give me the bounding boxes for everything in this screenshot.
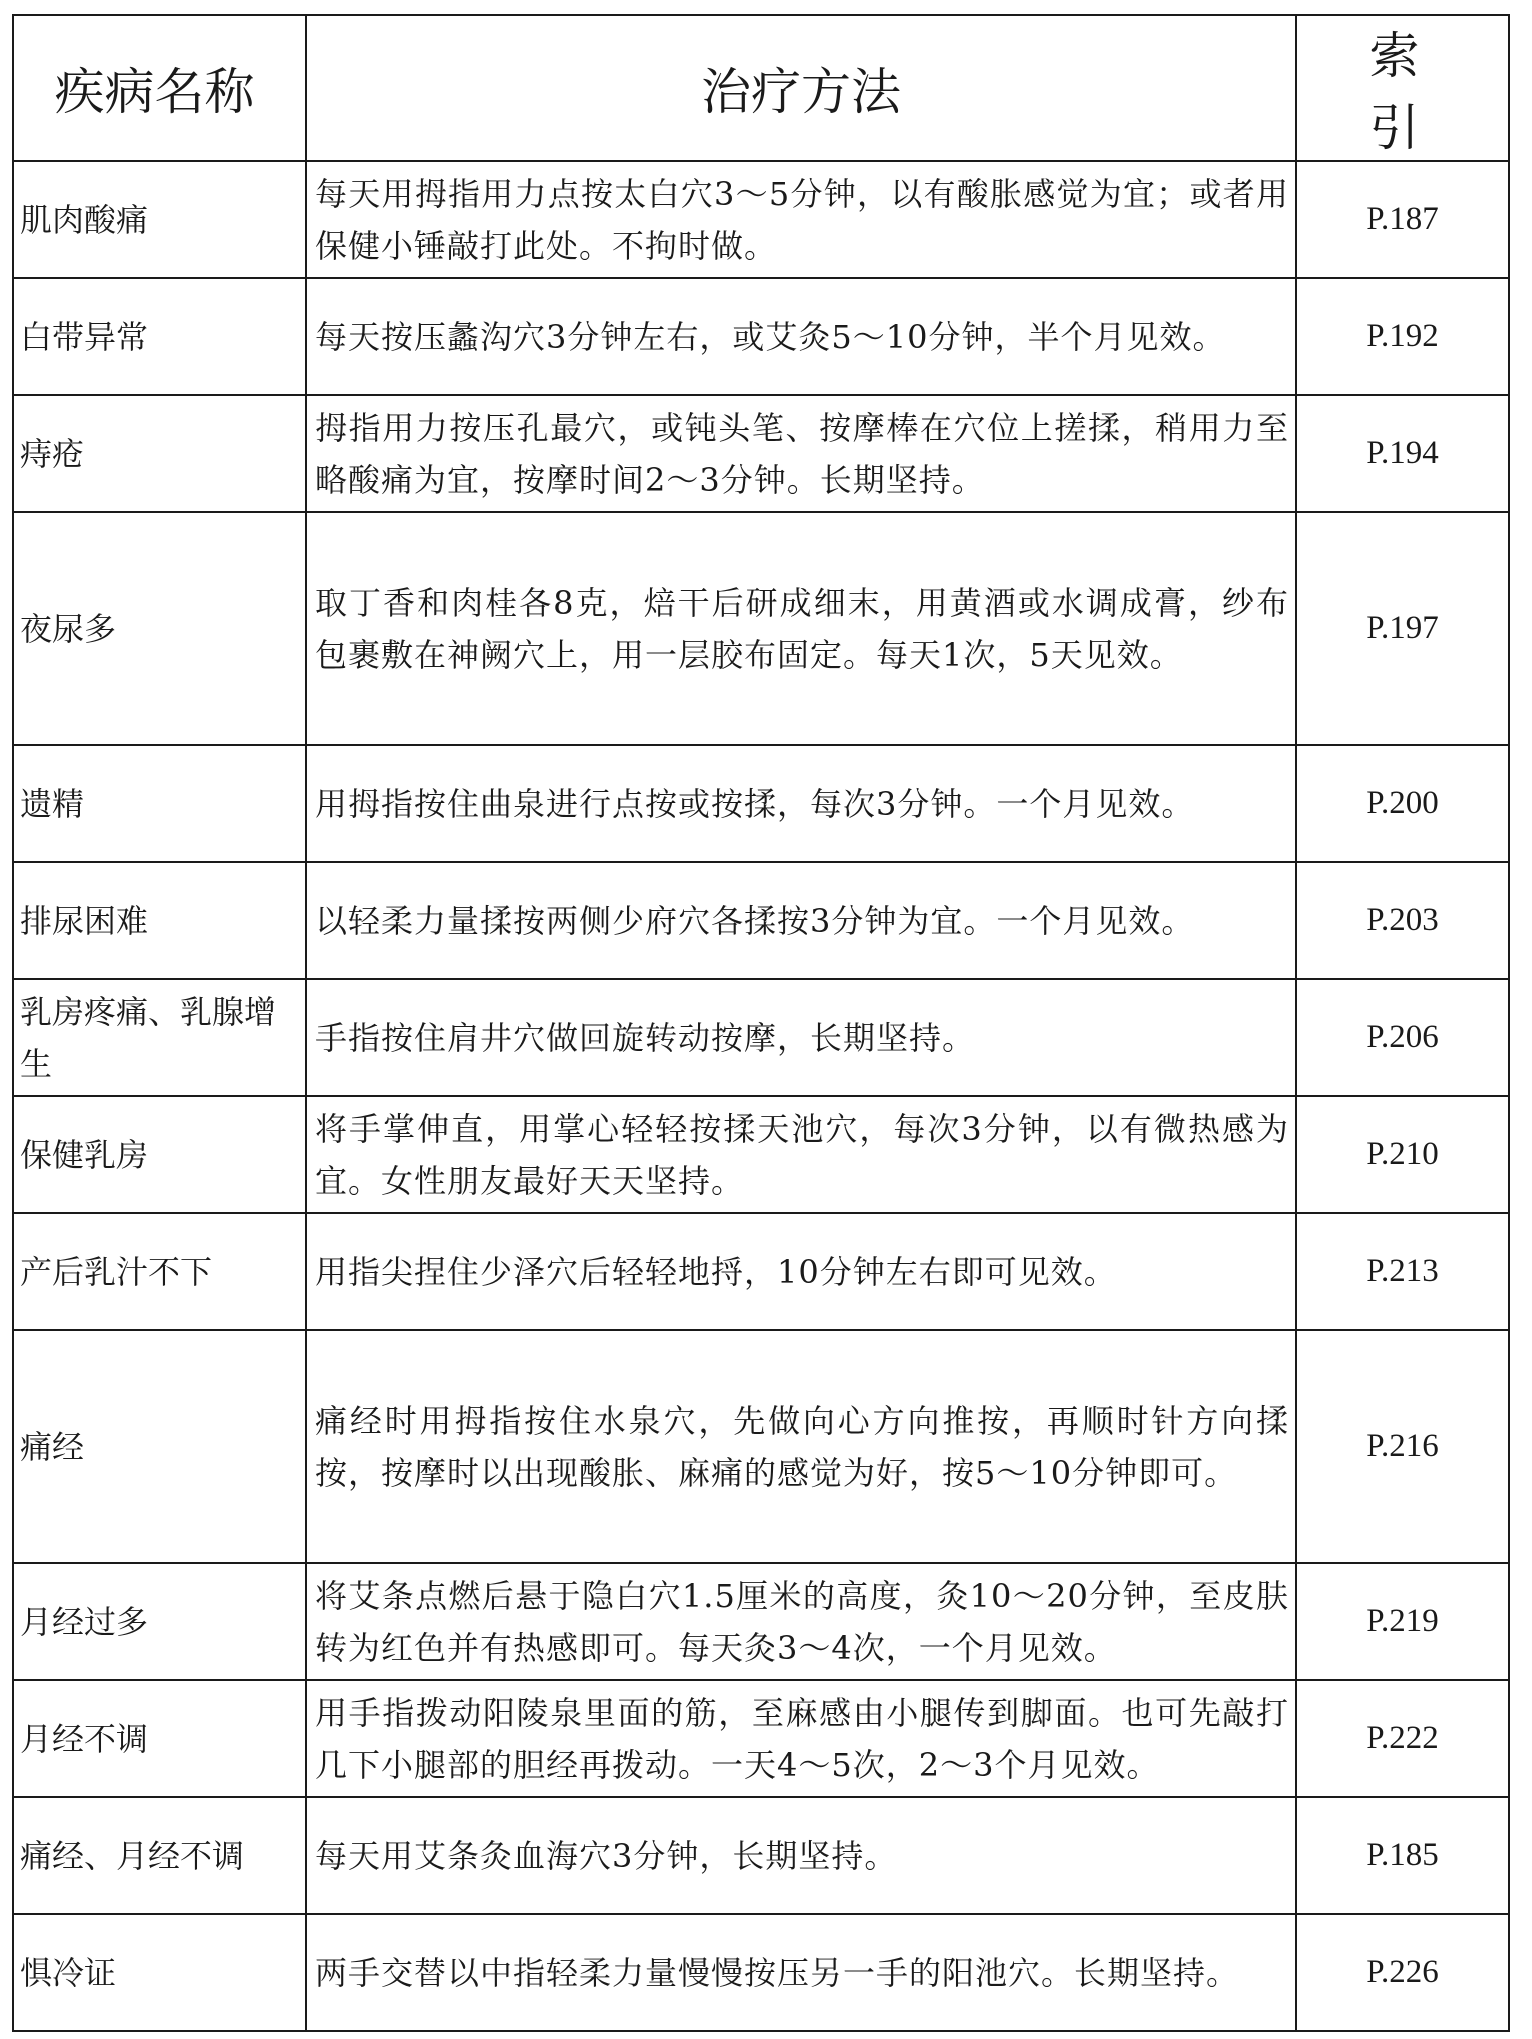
table-row [13,161,1509,278]
table-row [13,1213,1509,1330]
treatment-method: 用手指拨动阳陵泉里面的筋，至麻感由小腿传到脚面。也可先敲打几下小腿部的胆经再拨动。一天4～5次，2～3个月见效。 [306,1680,1296,1797]
disease-name: 月经不调 [13,1680,306,1797]
treatment-method: 每天用拇指用力点按太白穴3～5分钟，以有酸胀感觉为宜；或者用保健小锤敲打此处。不拘时做。 [306,161,1296,278]
table-row [13,1914,1509,2031]
page-index: P.203 [1296,862,1509,979]
table-header-row [13,15,1509,161]
disease-name: 夜尿多 [13,512,306,745]
disease-name: 痛经、月经不调 [13,1797,306,1914]
page-index: P.187 [1296,161,1509,278]
treatment-method: 将艾条点燃后悬于隐白穴1.5厘米的高度，灸10～20分钟，至皮肤转为红色并有热感即可。每天灸3～4次，一个月见效。 [306,1563,1296,1680]
page-index: P.210 [1296,1096,1509,1213]
disease-name: 痛经 [13,1330,306,1563]
treatment-method: 用指尖捏住少泽穴后轻轻地捋，10分钟左右即可见效。 [306,1213,1296,1330]
table-row [13,278,1509,395]
disease-name: 排尿困难 [13,862,306,979]
treatment-table [12,14,1510,2032]
table-row [13,1563,1509,1680]
disease-name: 惧冷证 [13,1914,306,2031]
treatment-method: 每天用艾条灸血海穴3分钟，长期坚持。 [306,1797,1296,1914]
disease-name: 保健乳房 [13,1096,306,1213]
treatment-method: 痛经时用拇指按住水泉穴，先做向心方向推按，再顺时针方向揉按，按摩时以出现酸胀、麻痛的感觉为好，按5～10分钟即可。 [306,1330,1296,1563]
page-index: P.226 [1296,1914,1509,2031]
disease-name: 遗精 [13,745,306,862]
page-index: P.206 [1296,979,1509,1096]
header-treatment-method: 治疗方法 [306,15,1296,161]
treatment-method: 取丁香和肉桂各8克，焙干后研成细末，用黄酒或水调成膏，纱布包裹敷在神阙穴上，用一层胶布固定。每天1次，5天见效。 [306,512,1296,745]
disease-name: 白带异常 [13,278,306,395]
treatment-method: 每天按压蠡沟穴3分钟左右，或艾灸5～10分钟，半个月见效。 [306,278,1296,395]
table-row [13,979,1509,1096]
page-index: P.194 [1296,395,1509,512]
table-row [13,512,1509,745]
disease-name: 痔疮 [13,395,306,512]
table-row [13,862,1509,979]
treatment-method: 拇指用力按压孔最穴，或钝头笔、按摩棒在穴位上搓揉，稍用力至略酸痛为宜，按摩时间2～3分钟。长期坚持。 [306,395,1296,512]
treatment-method: 两手交替以中指轻柔力量慢慢按压另一手的阳池穴。长期坚持。 [306,1914,1296,2031]
table-row [13,1797,1509,1914]
page-index: P.216 [1296,1330,1509,1563]
header-disease-name: 疾病名称 [13,15,306,161]
table-row [13,745,1509,862]
treatment-method: 以轻柔力量揉按两侧少府穴各揉按3分钟为宜。一个月见效。 [306,862,1296,979]
table-row [13,395,1509,512]
page-index: P.185 [1296,1797,1509,1914]
treatment-method: 手指按住肩井穴做回旋转动按摩，长期坚持。 [306,979,1296,1096]
disease-name: 产后乳汁不下 [13,1213,306,1330]
page-index: P.222 [1296,1680,1509,1797]
page-index: P.197 [1296,512,1509,745]
page-index: P.219 [1296,1563,1509,1680]
disease-name: 肌肉酸痛 [13,161,306,278]
page-index: P.200 [1296,745,1509,862]
treatment-method: 用拇指按住曲泉进行点按或按揉，每次3分钟。一个月见效。 [306,745,1296,862]
disease-name: 乳房疼痛、乳腺增生 [13,979,306,1096]
treatment-method: 将手掌伸直，用掌心轻轻按揉天池穴，每次3分钟，以有微热感为宜。女性朋友最好天天坚持。 [306,1096,1296,1213]
table-row [13,1096,1509,1213]
table-row [13,1330,1509,1563]
disease-name: 月经过多 [13,1563,306,1680]
table-row [13,1680,1509,1797]
header-index: 索引 [1296,15,1509,161]
page-index: P.192 [1296,278,1509,395]
page-index: P.213 [1296,1213,1509,1330]
